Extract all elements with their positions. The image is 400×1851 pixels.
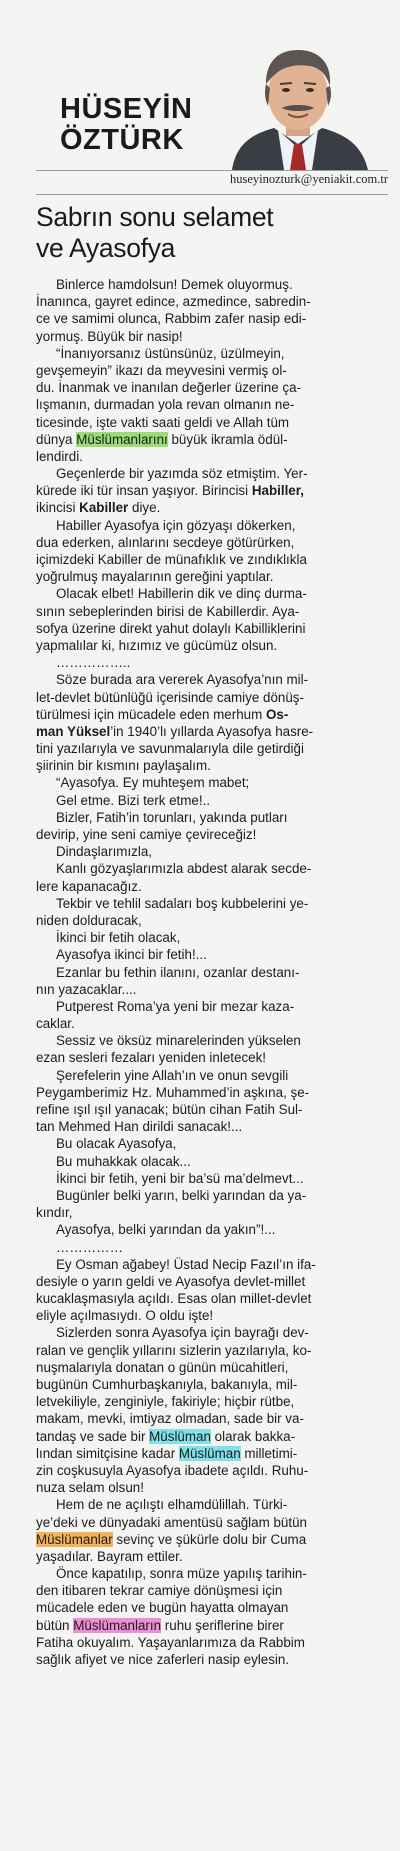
article-line: [36, 414, 388, 431]
article-line: [36, 293, 388, 310]
text-run: Putperest Roma’ya yeni bir mezar kaza-: [56, 998, 295, 1014]
article-line: [36, 1462, 388, 1479]
text-run: den itibaren tekrar camiye dönüşmesi için: [36, 1583, 283, 1599]
text-run: nın yazacaklar....: [36, 981, 137, 997]
article-line: [36, 1015, 388, 1032]
article-line: [36, 1651, 388, 1668]
text-run: ezan sesleri fezaları yeniden inletecek!: [36, 1050, 267, 1066]
bold-text: man Yüksel: [36, 723, 111, 739]
header-rule: [36, 170, 388, 171]
text-run: lışmanın, durmadan yola revan olmanın ne-: [36, 397, 295, 413]
text-run: ikincisi: [36, 500, 80, 516]
text-run: yormuş. Büyük bir nasip!: [36, 328, 183, 344]
article-line: [36, 1565, 388, 1582]
article-body: [36, 276, 388, 1668]
text-run: İkinci bir fetih olacak,: [56, 930, 181, 946]
text-run: Ezanlar bu fethin ilanını, ozanlar destanı-: [56, 964, 300, 980]
highlighted-term: Müslümanlarını: [76, 431, 168, 447]
article-line: [36, 912, 388, 929]
text-run: yapmalılar ki, hızımız ve gücümüz olsun.: [36, 637, 278, 653]
article-line: [36, 1599, 388, 1616]
highlighted-term: Müslüman: [178, 1445, 241, 1461]
article-line: [36, 792, 388, 809]
text-run: Peygamberimiz Hz. Muhammed’in aşkına, şe-: [36, 1084, 310, 1100]
article-line: [36, 568, 388, 585]
article-line: [36, 448, 388, 465]
text-run: tandaş ve sade bir: [36, 1428, 150, 1444]
article-line: [36, 1548, 388, 1565]
article-line: [36, 585, 388, 602]
author-name: HÜSEYİN ÖZTÜRK: [60, 93, 193, 156]
text-run: makam, mevki, imtiyaz olmadan, sade bir va-: [36, 1411, 304, 1427]
article-line: [36, 517, 388, 534]
article-line: [36, 276, 388, 293]
article-line: [36, 1049, 388, 1066]
text-run: mücadele eden ve bugün hayatta olmayan: [36, 1600, 289, 1616]
text-run: büyük ikramla ödül-: [167, 431, 288, 447]
text-run: “İnanıyorsanız üstünsünüz, üzülmeyin,: [56, 345, 285, 361]
article-line: [36, 637, 388, 654]
article-line: [36, 1359, 388, 1376]
text-run: ruhu şeriflerine birer: [161, 1617, 284, 1633]
article-line: [36, 1118, 388, 1135]
author-photo: [222, 40, 374, 170]
article-line: [36, 1410, 388, 1427]
text-run: gevşemeyin” ikazı da meyvesini vermiş ol-: [36, 362, 287, 378]
article-line: [36, 431, 388, 448]
text-run: zin coşkusuyla Ayasofya ibadete açıldı. Ruhu-: [36, 1462, 309, 1478]
text-run: Habiller Ayasofya için gözyaşı dökerken,: [56, 517, 296, 533]
author-email: huseyinozturk@yeniakit.com.tr: [229, 172, 388, 186]
text-run: yoğrulmuş mayalarının gereğini yaptılar.: [36, 569, 274, 585]
text-run: Tekbir ve tehlil sadaları boş kubbelerini ye-: [56, 895, 309, 911]
article-line: [36, 723, 388, 740]
highlighted-term: Müslümanların: [73, 1617, 162, 1633]
highlighted-term: Müslümanlar: [36, 1531, 113, 1547]
text-run: Dindaşlarımızla,: [56, 844, 152, 860]
text-run: Sizlerden sonra Ayasofya için bayrağı dev-: [56, 1325, 309, 1341]
article-line: [36, 362, 388, 379]
text-run: Şerefelerin yine Allah’ın ve onun sevgili: [56, 1067, 289, 1083]
article-line: [36, 1221, 388, 1238]
text-run: diye.: [128, 500, 161, 516]
text-run: lından simitçisine kadar: [36, 1445, 179, 1461]
text-run: ce ve samimi olunca, Rabbim zafer nasip edi-: [36, 311, 307, 327]
text-run: ye’deki ve dünyadaki amentüsü sağlam bütün: [36, 1514, 307, 1530]
article-line: [36, 1514, 388, 1531]
article-line: [36, 1256, 388, 1273]
article-line: [36, 603, 388, 620]
article-line: [36, 826, 388, 843]
text-run: yaşadılar. Bayram ettiler.: [36, 1548, 183, 1564]
article-line: [36, 1342, 388, 1359]
text-run: kucaklaşmasıyla açıldı. Esas olan millet-devlet: [36, 1291, 312, 1307]
text-run: Bugünler belki yarın, belki yarından da ya-: [56, 1187, 307, 1203]
text-run: ’in 1940’lı yıllarda Ayasofya hasre-: [110, 723, 314, 739]
text-run: Bizler, Fatih’in torunları, yakında putları: [56, 809, 288, 825]
article-line: [36, 1101, 388, 1118]
text-run: dünya: [36, 431, 77, 447]
article-line: [36, 465, 388, 482]
text-run: lere kapanacağız.: [36, 878, 142, 894]
text-run: İnanınca, gayret edince, azmedince, sabredin-: [36, 294, 311, 310]
article-line: [36, 1617, 388, 1634]
text-run: Önce kapatılıp, sonra müze yapılış tarihin-: [56, 1566, 307, 1582]
text-run: nuza selam olsun!: [36, 1480, 144, 1496]
article-line: [36, 895, 388, 912]
article-line: [36, 1084, 388, 1101]
text-run: let-devlet bütünlüğü içerisinde camiye dönüş-: [36, 689, 304, 705]
text-run: devirip, yine seni camiye çevireceğiz!: [36, 827, 257, 842]
article-line: [36, 1634, 388, 1651]
article-line: [36, 482, 388, 499]
article-line: [36, 1582, 388, 1599]
text-run: ……………..: [56, 655, 131, 671]
text-run: Ey Osman ağabey! Üstad Necip Fazıl’ın ifa-: [56, 1256, 316, 1272]
article-line: [36, 860, 388, 877]
bold-text: Habiller,: [251, 483, 304, 499]
text-run: sevinç ve şükürle dolu bir Cuma: [112, 1531, 307, 1547]
article-line: [36, 757, 388, 774]
text-run: Ayasofya, belki yarından da yakın”!...: [56, 1222, 276, 1238]
text-run: bütün: [36, 1617, 74, 1633]
text-run: sağlık afiyet ve nice zaferleri nasip eylesin.: [36, 1652, 290, 1667]
text-run: kürede iki tür insan yaşıyor. Birincisi: [36, 483, 252, 499]
article-line: [36, 1135, 388, 1152]
article-line: [36, 809, 388, 826]
author-header: [0, 0, 400, 170]
text-run: Hem de ne açılıştı elhamdülillah. Türki-: [56, 1497, 288, 1513]
article-line: [36, 1428, 388, 1445]
article-line: [36, 1239, 388, 1256]
text-run: kındır,: [36, 1205, 73, 1221]
text-run: Fatiha okuyalım. Yaşayanlarımıza da Rabbim: [36, 1634, 305, 1650]
text-run: du. İnanmak ve inanılan değerler üzerine ça-: [36, 380, 301, 396]
article-line: [36, 310, 388, 327]
article-line: [36, 379, 388, 396]
article-line: [36, 878, 388, 895]
article-line: [36, 1496, 388, 1513]
article-line: [36, 671, 388, 688]
text-run: Söze burada ara vererek Ayasofya’nın mil-: [56, 672, 309, 688]
article-line: [36, 499, 388, 516]
text-run: Gel etme. Bizi terk etme!..: [56, 792, 211, 808]
text-run: tan Mehmed Han dirildi sanacak!...: [36, 1119, 243, 1135]
article-line: [36, 1445, 388, 1462]
text-run: caklar.: [36, 1016, 75, 1032]
text-run: Bu olacak Ayasofya,: [56, 1136, 177, 1152]
article-line: [36, 981, 388, 998]
article-line: [36, 328, 388, 345]
text-run: Bu muhakkak olacak...: [56, 1153, 191, 1169]
article-line: [36, 946, 388, 963]
article-line: [36, 534, 388, 551]
text-run: “Ayasofya. Ey muhteşem mabet;: [56, 775, 250, 791]
text-run: İkinci bir fetih, yeni bir ba’sü ma’delmevt...: [56, 1170, 304, 1186]
article-line: [36, 620, 388, 637]
text-run: eliyle açılmasıydı. O oldu işte!: [36, 1308, 214, 1324]
article-line: [36, 1393, 388, 1410]
article-line: [36, 345, 388, 362]
text-run: nuşmalarıyla donatan o günün mücahitleri,: [36, 1359, 289, 1375]
article-line: [36, 1531, 388, 1548]
article-line: [36, 1032, 388, 1049]
bold-text: Os-: [265, 706, 289, 722]
text-run: letvekiliyle, zenginiyle, fakiriyle; hiçbir rütbe,: [36, 1394, 295, 1410]
email-rule: [36, 194, 388, 195]
article-line: [36, 689, 388, 706]
article-headline: Sabrın sonu selamet ve Ayasofya: [36, 202, 274, 263]
text-run: bugünün Cumhurbaşkanıyla, bakanıyla, mil-: [36, 1377, 298, 1392]
article-line: [36, 1273, 388, 1290]
article-line: [36, 740, 388, 757]
article-line: [36, 843, 388, 860]
highlighted-term: Müslüman: [149, 1428, 211, 1444]
text-run: şiirinin bir kısmını paylaşalım.: [36, 758, 211, 774]
text-run: refine ışıl ışıl yanacak; bütün cihan Fatih Sul-: [36, 1102, 303, 1117]
article-line: [36, 551, 388, 568]
text-run: Ayasofya ikinci bir fetih!...: [56, 947, 207, 963]
article-line: [36, 1204, 388, 1221]
text-run: türülmesi için mücadele eden merhum: [36, 706, 266, 722]
text-run: Sessiz ve öksüz minarelerinden yükselen: [56, 1033, 301, 1049]
article-line: [36, 1324, 388, 1341]
article-line: [36, 706, 388, 723]
article-line: [36, 1307, 388, 1324]
text-run: sofya üzerine direkt yahut dolaylı Kabilliklerini: [36, 620, 306, 636]
text-run: niden dolduracak,: [36, 912, 142, 928]
text-run: sının sebeplerinden birisi de Kabillerdir. Aya-: [36, 603, 300, 619]
text-run: tini yazılarıyla ve savunmalarıyla dile getirdiği: [36, 741, 304, 757]
text-run: Geçenlerde bir yazımda söz etmiştim. Yer-: [56, 466, 308, 482]
article-line: [36, 774, 388, 791]
article-line: [36, 1376, 388, 1393]
article-line: [36, 396, 388, 413]
text-run: olarak bakka-: [210, 1428, 296, 1444]
article-line: [36, 654, 388, 671]
article-line: [36, 1479, 388, 1496]
text-run: dua ederken, alınlarını secdeye götürürken,: [36, 534, 295, 550]
article-line: [36, 964, 388, 981]
article-line: [36, 998, 388, 1015]
article-line: [36, 1170, 388, 1187]
text-run: desiyle o yarın geldi ve Ayasofya devlet-millet: [36, 1273, 306, 1289]
text-run: ……………: [56, 1239, 123, 1255]
bold-text: Kabiller: [79, 500, 129, 516]
article-line: [36, 929, 388, 946]
text-run: lendirdi.: [36, 448, 83, 464]
text-run: Kanlı gözyaşlarımızla abdest alarak secde-: [56, 861, 312, 877]
text-run: milletimi-: [240, 1445, 298, 1461]
text-run: Olacak elbet! Habillerin dik ve dinç durma-: [56, 586, 307, 602]
text-run: ralan ve gençlik yıllarını sizlerin yazılarıyla, ko-: [36, 1342, 312, 1358]
article-line: [36, 1187, 388, 1204]
text-run: içimizdeki Kabiller de münafıklık ve zındıklıkla: [36, 552, 307, 567]
article-line: [36, 1290, 388, 1307]
text-run: Binlerce hamdolsun! Demek oluyormuş.: [56, 277, 293, 292]
article-line: [36, 1067, 388, 1084]
text-run: ticesinde, işte vakti saati geldi ve Allah tüm: [36, 414, 290, 430]
article-line: [36, 1153, 388, 1170]
